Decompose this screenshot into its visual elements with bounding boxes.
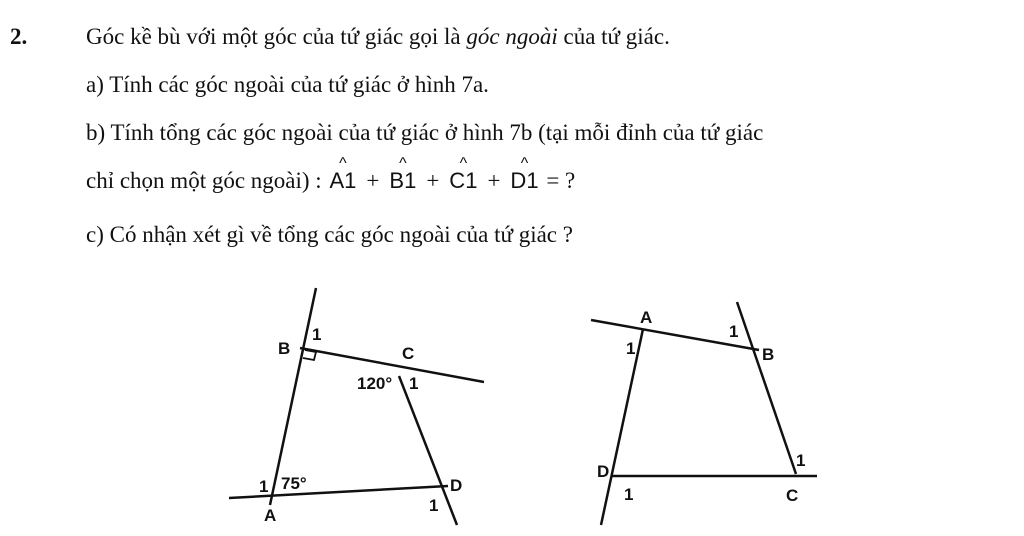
angle-d1: ^ D1 — [510, 155, 539, 193]
fig7b-vertex-b: B — [762, 345, 775, 364]
problem-number: 2. — [10, 24, 28, 49]
part-c-text: c) Có nhận xét gì về tổng các góc ngoài của tứ giác ? — [86, 222, 573, 247]
fig7a-mark-c: 1 — [409, 374, 419, 393]
fig7a-mark-d: 1 — [429, 496, 439, 515]
angle-a1: ^ A1 — [329, 155, 357, 193]
part-b-prefix: chỉ chọn một góc ngoài) : — [86, 168, 328, 193]
fig7a-vertex-c: C — [402, 344, 415, 363]
line-ab — [270, 288, 316, 505]
plus-sign: + — [366, 168, 380, 193]
fig7a-vertex-a: A — [264, 506, 277, 525]
fig7a-mark-b: 1 — [312, 325, 322, 344]
fig7b-vertex-a: A — [640, 308, 653, 327]
part-b-text-line1: b) Tính tổng các góc ngoài của tứ giác ở hình 7b (tại mỗi đỉnh của tứ giác — [86, 120, 764, 145]
right-angle-mark-b — [303, 350, 316, 360]
line-bc — [737, 302, 796, 474]
line-ad — [601, 329, 643, 525]
fig7a-angle-a: 75° — [281, 474, 307, 493]
fig7a-angle-c: 120° — [357, 374, 393, 393]
plus-sign: + — [426, 168, 440, 193]
fig7b-mark-b: 1 — [729, 322, 739, 341]
fig7b-vertex-d: D — [597, 462, 610, 481]
angle-c1: ^ C1 — [449, 155, 478, 193]
fig7a-vertex-d: D — [450, 476, 463, 495]
fig7a-vertex-b: B — [278, 339, 291, 358]
intro-text-1: Góc kề bù với một góc của tứ giác gọi là — [86, 24, 467, 49]
fig7a-mark-a: 1 — [259, 477, 269, 496]
fig7b-mark-a: 1 — [626, 339, 636, 358]
fig7b-vertex-c: C — [786, 486, 799, 505]
intro-italic-term: góc ngoài — [466, 24, 558, 49]
plus-sign: + — [487, 168, 501, 193]
part-a-text: a) Tính các góc ngoài của tứ giác ở hình 7a. — [86, 72, 489, 97]
line-cd — [399, 376, 457, 525]
part-b-suffix: = ? — [540, 168, 576, 193]
intro-text-2: của tứ giác. — [557, 24, 670, 49]
fig7b-mark-d: 1 — [624, 485, 634, 504]
fig7b-mark-c: 1 — [796, 451, 806, 470]
angle-b1: ^ B1 — [389, 155, 417, 193]
